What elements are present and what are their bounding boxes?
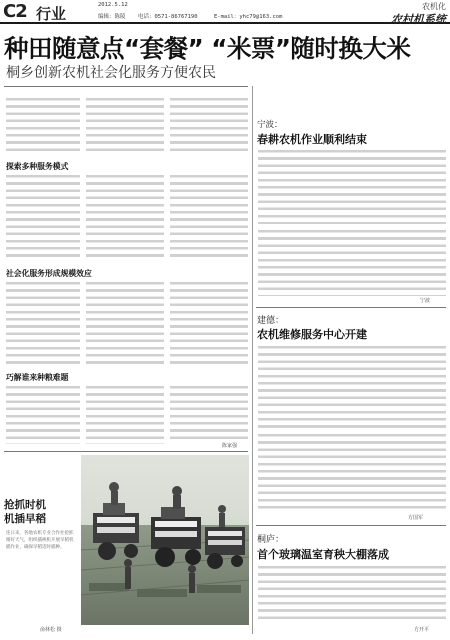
photo-image <box>81 455 249 625</box>
article-paragraph <box>258 564 446 622</box>
article-paragraph <box>86 280 164 364</box>
right-article-title: 春耕农机作业顺利结束 <box>257 133 367 146</box>
email-address: E-mail：yhc79@163.com <box>214 14 283 20</box>
photo-caption: 连日来，各地农机专业合作社抢抓晴好天气，组织插秧机开展早稻机插作业，确保早稻适时插种。 <box>6 531 74 551</box>
article-byline: 方开平 <box>414 627 430 633</box>
article-paragraph <box>258 148 446 224</box>
section-subtitle: 巧解谁来种粮难题 <box>6 373 69 382</box>
article-byline: 宁波 <box>420 298 431 304</box>
right-article-place: 桐庐： <box>257 535 285 545</box>
photo-title-line: 抢抓时机 <box>4 499 46 511</box>
photo-story-title <box>4 498 46 526</box>
section-rule <box>4 451 248 452</box>
editor-name: 编辑：陈陵 <box>98 14 126 20</box>
right-article-place: 宁波： <box>257 120 283 130</box>
main-headline: 种田随意点“套餐” “米票”随时换大米 <box>4 34 411 63</box>
article-paragraph <box>86 173 164 259</box>
section-subtitle: 社会化服务形成规模效应 <box>6 269 92 278</box>
article-paragraph <box>258 228 446 296</box>
article-paragraph <box>258 344 446 428</box>
article-paragraph <box>86 96 164 154</box>
article-paragraph <box>170 384 248 440</box>
masthead-logo: 农村机系统 <box>391 13 446 26</box>
section-code: C2 <box>3 1 27 22</box>
column-divider <box>252 86 253 634</box>
article-paragraph <box>6 384 80 444</box>
article-paragraph <box>86 384 164 444</box>
article-rule <box>256 307 446 308</box>
photo-title-line: 机插早稻 <box>4 513 46 525</box>
article-paragraph <box>170 173 248 259</box>
right-article-place: 建德： <box>257 316 285 326</box>
photo-byline: 俞林松 摄 <box>40 627 62 633</box>
article-rule <box>256 525 446 526</box>
article-byline: 方国军 <box>408 515 424 521</box>
article-paragraph <box>6 280 80 364</box>
page-header <box>0 0 450 24</box>
article-paragraph <box>170 96 248 154</box>
article-paragraph <box>258 432 446 512</box>
main-subheadline: 桐乡创新农机社会化服务方便农民 <box>6 65 216 81</box>
section-name: 行业 <box>36 5 67 23</box>
phone-number: 电话：0571-86767190 <box>138 14 198 20</box>
article-byline: 陈家强 <box>222 443 238 449</box>
article-paragraph <box>170 280 248 364</box>
right-article-title: 农机维修服务中心开建 <box>257 328 367 341</box>
edition-label: 农机化 <box>422 2 446 11</box>
headline-rule <box>4 86 248 87</box>
right-article-title: 首个玻璃温室育秧大棚落成 <box>257 548 389 561</box>
article-paragraph <box>6 173 80 259</box>
rice-transplanting-photo <box>81 455 249 625</box>
section-subtitle: 探索多种服务模式 <box>6 162 69 171</box>
issue-date: 2012.5.12 <box>98 2 128 8</box>
article-paragraph <box>6 96 80 154</box>
